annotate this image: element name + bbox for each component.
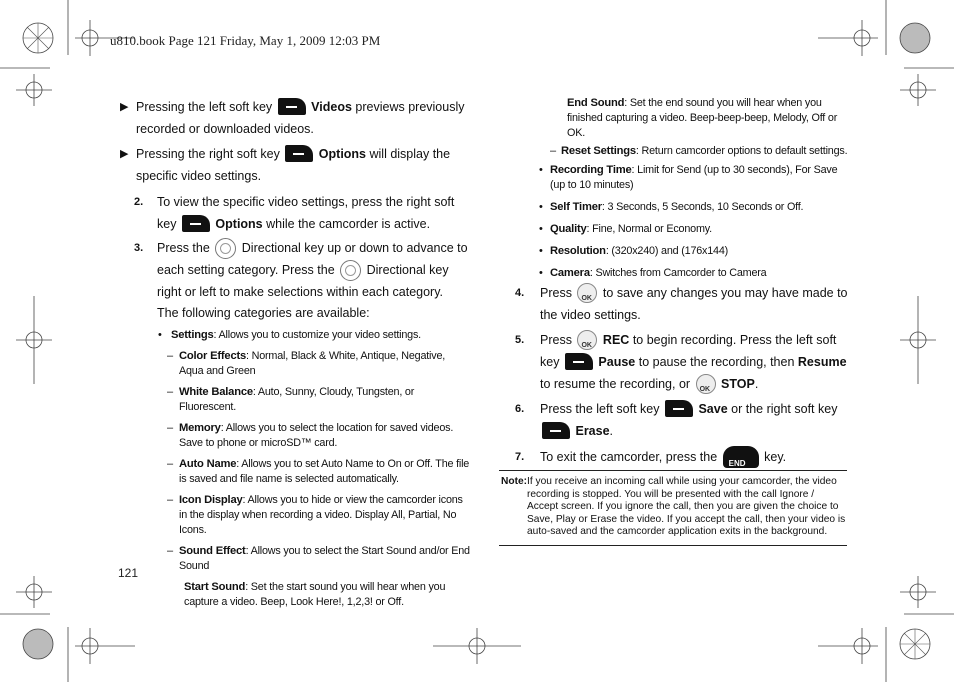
bullet-options: ▶ Pressing the right soft key Options will display the specific video settings. [120,143,470,187]
ok-key-icon [577,330,597,350]
settings-sub-item: – Color Effects: Normal, Black & White, Antique, Negative, Aqua and Green [167,350,446,377]
page-number: 121 [118,566,139,580]
settings-sub-item: – Sound Effect: Allows you to select the Start Sound and/or End Sound [167,545,470,572]
step-3: 3. Press the Directional key up or down to advance to each setting category. Press the Directional key right or left to make selections within each category. The following categories are available: [120,237,470,323]
bullet-videos: ▶ Pressing the left soft key Videos previews previously recorded or downloaded videos. [120,96,470,140]
video-option-item: • Recording Time: Limit for Send (up to 30 seconds), For Save (up to 10 minutes) [539,164,838,191]
arrow-bullet-icon: ▶ [120,101,129,113]
print-header: u810.book Page 121 Friday, May 1, 2009 12:03 PM [110,33,381,48]
directional-key-icon [340,260,361,281]
settings-sub-item: – White Balance: Auto, Sunny, Cloudy, Tungsten, or Fluorescent. [167,386,415,413]
video-option-item: • Self Timer: 3 Seconds, 5 Seconds, 10 Seconds or Off. [539,201,804,213]
right-soft-key-icon [182,215,210,232]
left-soft-key-icon [278,98,306,115]
settings-sub-item: – Icon Display: Allows you to hide or view the camcorder icons in the display when recording a video. Display All, Partial, No Icons. [167,494,463,536]
right-soft-key-icon [542,422,570,439]
right-soft-key-icon [285,145,313,162]
video-option-item: • Resolution: (320x240) and (176x144) [539,245,729,257]
step-2: 2. To view the specific video settings, press the right soft key Options while the camcorder is active. [134,195,455,231]
right-column [515,96,850,468]
video-option-item: • Camera: Switches from Camcorder to Camera [539,267,767,279]
video-option-item: • Quality: Fine, Normal or Economy. [539,223,712,235]
end-key-icon [723,446,759,468]
end-sound: End Sound: Set the end sound you will hear when you finished capturing a video. Beep-beep-beep, Melody, Off or OK. [567,97,838,139]
step-7: 7. To exit the camcorder, press the END key. [515,446,850,468]
settings-sub-item: – Auto Name: Allows you to set Auto Name to On or Off. The file is saved and file name is selected automatically. [167,458,470,485]
settings-bullet: • Settings: Allows you to customize your video settings. [158,329,421,341]
note-label: Note: [501,476,528,487]
arrow-bullet-icon: ▶ [120,148,129,160]
ok-key-icon [577,283,597,303]
left-column [120,96,470,610]
reset-settings: – Reset Settings: Return camcorder options to default settings. [550,145,848,157]
note-text: If you receive an incoming call while using your camcorder, the video recording is stopped. You will be presented with the call Ignore / Accept screen. If you ignore the call, then you are given the choice to Save, Play or Erase the video. If you accept the call, then your video is auto-saved and the camcorder application exits in the background. [527,476,846,537]
left-soft-key-icon [565,353,593,370]
start-sound: Start Sound: Set the start sound you will hear when you capture a video. Beep, Look Here!, 1,2,3! or Off. [184,581,446,608]
step-4: 4. Press OK to save any changes you may have made to the video settings. [515,282,850,326]
step-5: 5. Press OK REC to begin recording. Press the left soft key Pause to pause the recording, then Resume to resume the recording, or OK STOP. [515,329,850,395]
ok-key-icon [696,374,716,394]
step-6: 6. Press the left soft key Save or the right soft key Erase. [515,402,838,438]
settings-sub-list [120,349,470,574]
left-soft-key-icon [665,400,693,417]
directional-key-icon [215,238,236,259]
note-box [499,470,847,546]
video-options-list [515,163,850,281]
settings-sub-item: – Memory: Allows you to select the location for saved videos. Save to phone or microSD™ card. [167,422,454,449]
